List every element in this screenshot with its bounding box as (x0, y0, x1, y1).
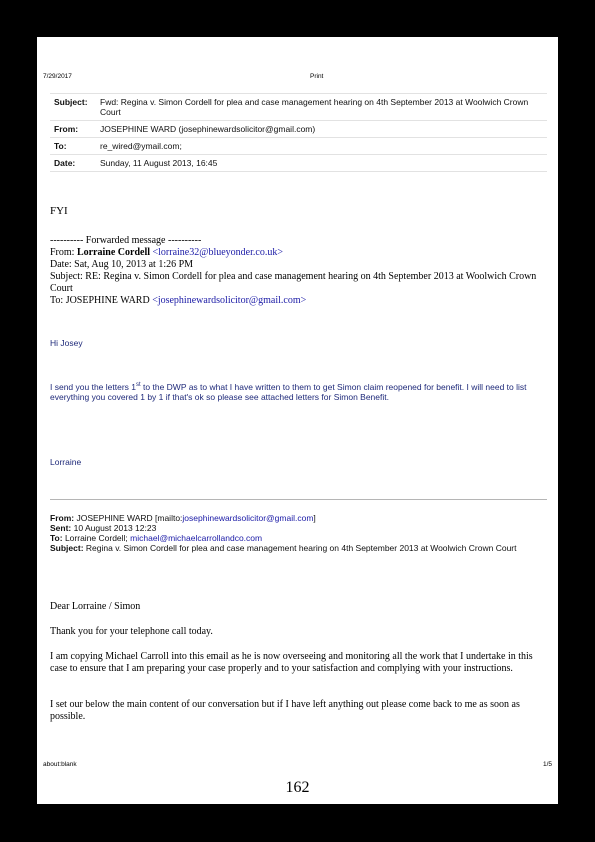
reply-body (50, 382, 545, 402)
reply-greeting: Hi Josey (50, 338, 83, 348)
original-to-email[interactable]: michael@michaelcarrollandco.com (130, 533, 263, 543)
forwarded-to (50, 295, 540, 307)
reply-body-pre: I send you the letters 1 (50, 382, 136, 392)
original-from-close: ] (313, 513, 316, 523)
separator-line (50, 499, 547, 500)
letter-salutation: Dear Lorraine / Simon (50, 601, 141, 612)
forwarded-to-label: To: JOSEPHINE WARD (50, 295, 153, 306)
reply-body-post: to the DWP as to what I have written to them to get Simon claim reopened for benefit. I will need to list everything you covered 1 by 1 if that's ok so please see attached letters for Simon Benefit. (50, 382, 527, 402)
document-page (37, 37, 558, 804)
from-label: From: (50, 121, 96, 138)
meta-row-subject (50, 94, 547, 121)
subject-value: Fwd: Regina v. Simon Cordell for plea and case management hearing on 4th September 2013 at Woolwich Crown Court (96, 94, 547, 121)
reply-signature: Lorraine (50, 457, 82, 467)
from-value: JOSEPHINE WARD (josephinewardsolicitor@gmail.com) (96, 121, 547, 138)
footer-page-count: 1/5 (543, 761, 553, 768)
original-header (50, 513, 545, 553)
to-value: re_wired@ymail.com; (96, 138, 547, 155)
forwarded-from (50, 247, 540, 259)
meta-row-from (50, 121, 547, 138)
forwarded-divider: ---------- Forwarded message ---------- (50, 235, 202, 246)
email-meta-table (50, 93, 547, 172)
original-sent (50, 523, 545, 533)
date-value: Sunday, 11 August 2013, 16:45 (96, 155, 547, 172)
letter-paragraph-3: I set our below the main content of our conversation but if I have left anything out please come back to me as soon as possible. (50, 699, 520, 722)
meta-row-date (50, 155, 547, 172)
forwarded-from-email[interactable]: <lorraine32@blueyonder.co.uk> (152, 247, 283, 258)
original-subject-value: Regina v. Simon Cordell for plea and case management hearing on 4th September 2013 at Woolwich Crown Court (83, 543, 517, 553)
original-from-email[interactable]: josephinewardsolicitor@gmail.com (182, 513, 314, 523)
original-sent-label: Sent: (50, 523, 72, 533)
meta-row-to (50, 138, 547, 155)
print-title: Print (310, 73, 324, 80)
forwarded-to-email[interactable]: <josephinewardsolicitor@gmail.com> (152, 295, 307, 306)
original-subject-label: Subject: (50, 543, 84, 553)
forwarded-from-name: Lorraine Cordell (76, 247, 150, 258)
letter-paragraph-2: I am copying Michael Carroll into this email as he is now overseeing and monitoring all the work that I undertake in this case to ensure that I am preparing your case properly and to your satisfaction and complying with your instructions. (50, 651, 533, 674)
forwarded-subject: Subject: RE: Regina v. Simon Cordell for plea and case management hearing on 4th September 2013 at Woolwich Crown Court (50, 271, 537, 294)
original-from-text: JOSEPHINE WARD [mailto: (74, 513, 183, 523)
forwarded-date: Date: Sat, Aug 10, 2013 at 1:26 PM (50, 259, 194, 270)
original-to (50, 533, 545, 543)
forwarded-from-label: From: (50, 247, 77, 258)
page-number: 162 (285, 779, 310, 796)
date-label: Date: (50, 155, 96, 172)
print-date: 7/29/2017 (43, 73, 72, 80)
original-from-label: From: (50, 513, 75, 523)
original-to-text: Lorraine Cordell; (62, 533, 131, 543)
letter-paragraph-1: Thank you for your telephone call today. (50, 626, 213, 637)
fyi-text: FYI (50, 205, 68, 217)
original-sent-value: 10 August 2013 12:23 (71, 523, 157, 533)
original-subject (50, 543, 545, 553)
to-label: To: (50, 138, 96, 155)
forwarded-header (50, 235, 540, 307)
footer-url: about:blank (43, 761, 77, 768)
subject-label: Subject: (50, 94, 96, 121)
reply-body-sup: st (136, 382, 141, 389)
original-from (50, 513, 545, 523)
original-to-label: To: (50, 533, 63, 543)
